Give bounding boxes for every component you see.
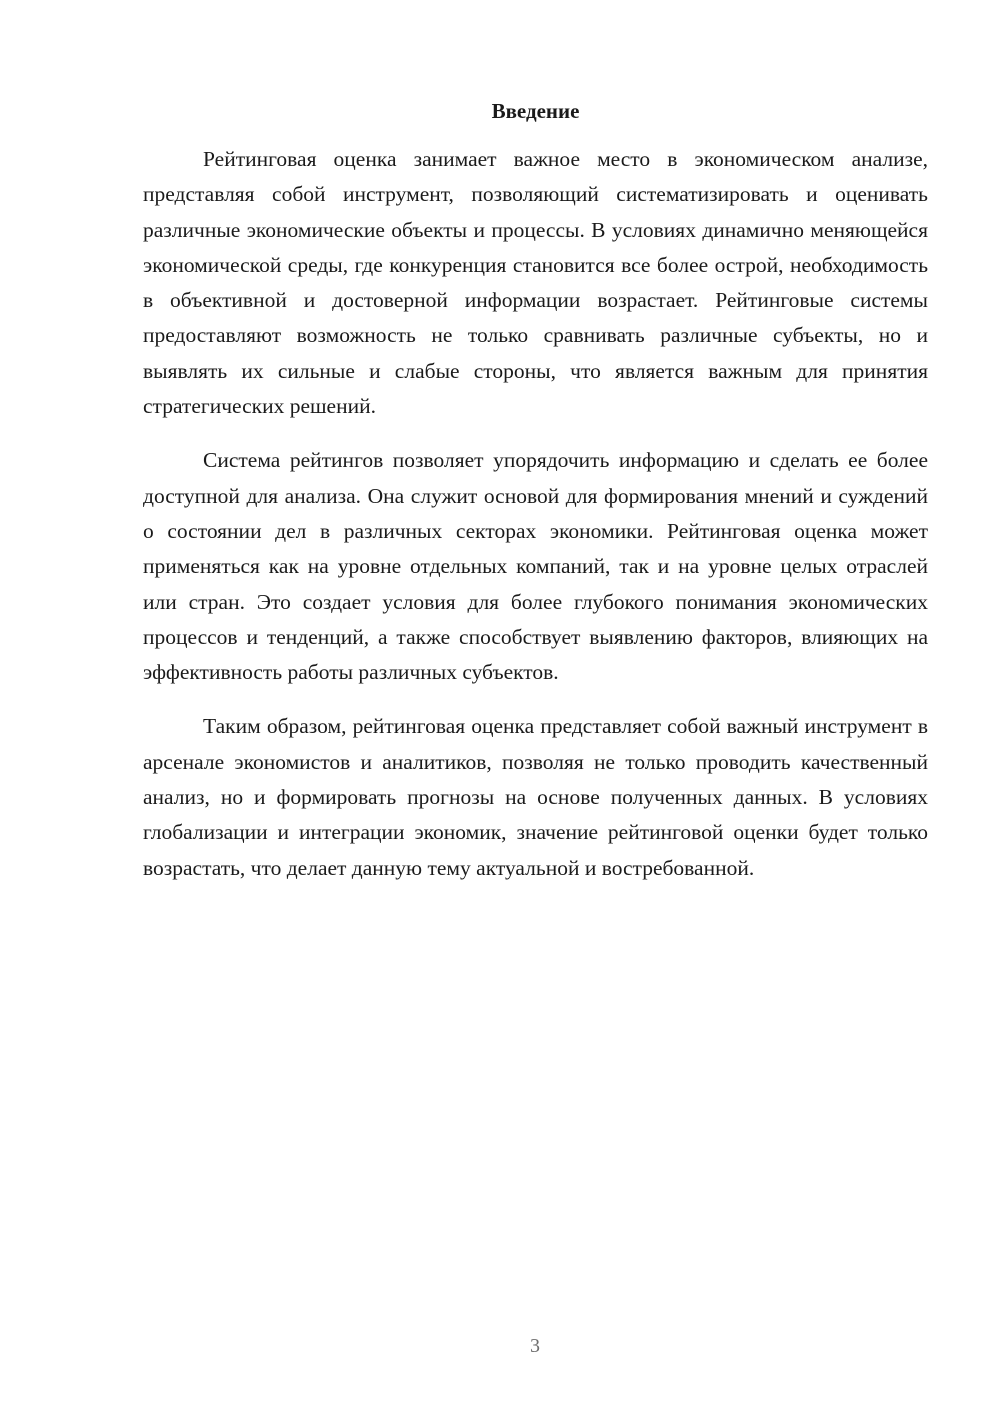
body-text <box>143 142 928 905</box>
paragraph-2: Система рейтингов позволяет упорядочить информацию и сделать ее более доступной для анализа. Она служит основой для формирования мнений и суждений о состоянии дел в различных секторах экономики. Рейтинговая оценка может применяться как на уровне отдельных компаний, так и на уровне целых отраслей или стран. Это создает условия для более глубокого понимания экономических процессов и тенденций, а также способствует выявлению факторов, влияющих на эффективность работы различных субъектов. <box>143 448 928 685</box>
page-number: 3 <box>530 1335 540 1357</box>
paragraph-3: Таким образом, рейтинговая оценка представляет собой важный инструмент в арсенале экономистов и аналитиков, позволяя не только проводить качественный анализ, но и формировать прогнозы на основе полученных данных. В условиях глобализации и интеграции экономик, значение рейтинговой оценки будет только возрастать, что делает данную тему актуальной и востребованной. <box>143 714 928 880</box>
section-title: Введение <box>491 99 580 123</box>
paragraph-1: Рейтинговая оценка занимает важное место в экономическом анализе, представляя собой инструмент, позволяющий систематизировать и оценивать различные экономические объекты и процессы. В условиях динамично меняющейся экономической среды, где конкуренция становится все более острой, необходимость в объективной и достоверной информации возрастает. Рейтинговые системы предоставляют возможность не только сравнивать различные субъекты, но и выявлять их сильные и слабые стороны, что является важным для принятия стратегических решений. <box>143 147 928 419</box>
